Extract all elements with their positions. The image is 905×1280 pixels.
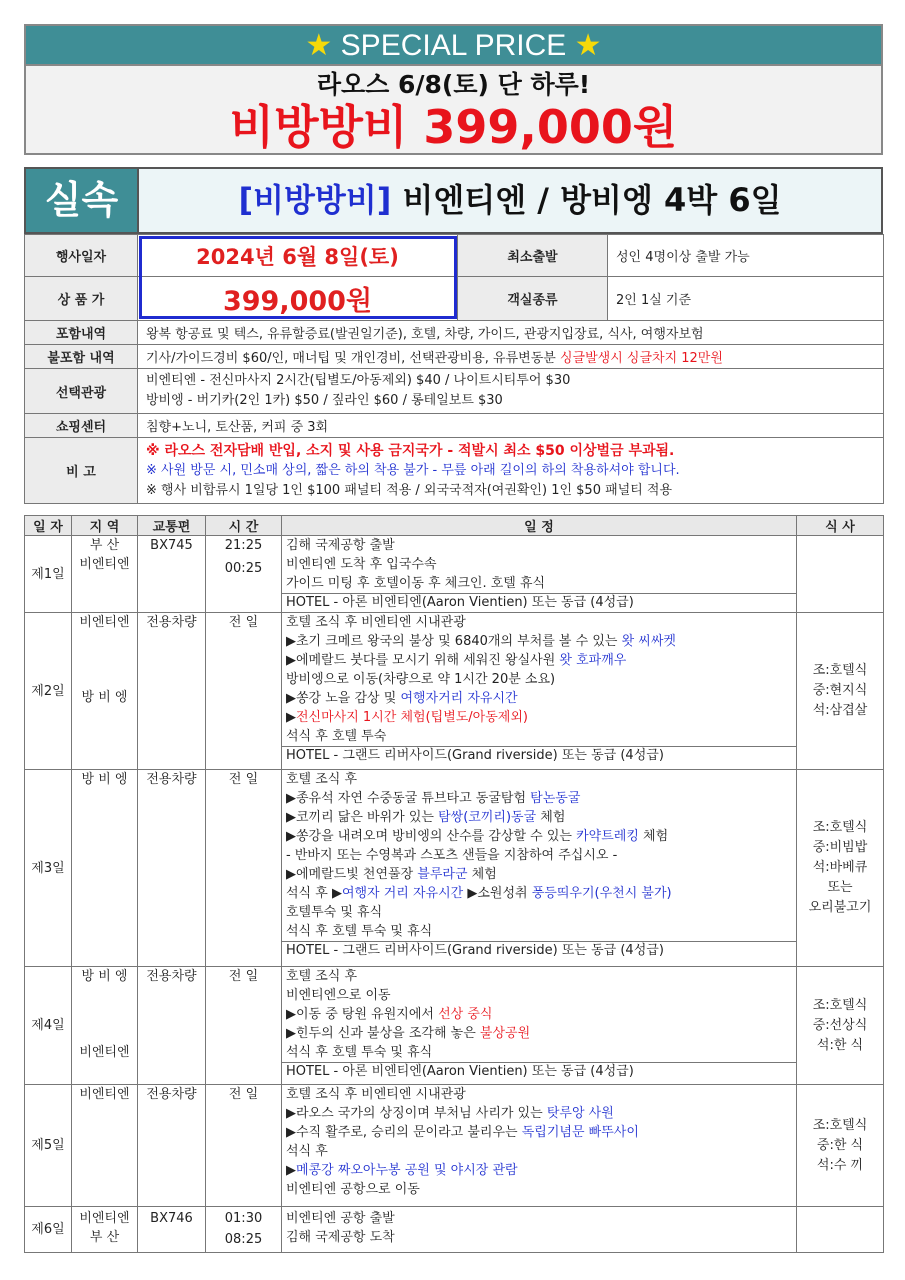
schedule-text: 석식 후 ▶ <box>286 886 342 901</box>
region-from: 부 산 <box>89 538 120 553</box>
notes-label: 비 고 <box>25 438 138 504</box>
meal-cell <box>797 536 884 613</box>
schedule-text: ▶쏭강을 내려오며 방비엥의 산수를 감상할 수 있는 <box>286 829 577 844</box>
optional-tour-label: 선택관광 <box>25 369 138 414</box>
min-depart-label: 최소출발 <box>458 235 608 277</box>
highlight-spot: 왓 씨싸켓 <box>621 634 676 649</box>
schedule-line <box>286 884 792 903</box>
schedule-cell <box>282 770 797 967</box>
highlight-spot: 선상 중식 <box>438 1007 493 1022</box>
schedule-line <box>286 1161 792 1180</box>
shopping-value: 침향+노니, 토산품, 커피 중 3회 <box>138 414 884 438</box>
day-label: 제3일 <box>25 770 72 967</box>
optional-tour-value <box>138 369 884 414</box>
hotel-line: HOTEL - 아론 비엔티엔(Aaron Vientien) 또는 동급 (4성급) <box>282 593 796 611</box>
schedule-line <box>286 651 792 670</box>
schedule-line <box>286 1005 792 1024</box>
itinerary-row-day6 <box>25 1207 884 1253</box>
schedule-line <box>286 808 792 827</box>
region-cell <box>72 1207 138 1253</box>
col-schedule: 일 정 <box>282 516 797 536</box>
schedule-line <box>286 1123 792 1142</box>
schedule-cell <box>282 613 797 770</box>
product-title-row <box>24 167 883 234</box>
highlight-spot: 여행자거리 자유시간 <box>400 691 518 706</box>
meal-breakfast: 조:호텔식 <box>812 820 868 835</box>
schedule-line: 호텔 조식 후 <box>286 772 358 787</box>
itinerary-table <box>24 515 884 1253</box>
schedule-text: ▶ <box>286 1163 296 1178</box>
transport-cell: BX745 <box>138 536 206 613</box>
meal-breakfast: 조:호텔식 <box>812 997 868 1013</box>
schedule-line: 호텔 조식 후 비엔티엔 시내관광 <box>286 1087 466 1102</box>
region-cell <box>72 613 138 770</box>
day-label: 제2일 <box>25 613 72 770</box>
schedule-text: 체험 <box>536 810 566 825</box>
schedule-line: 비엔티엔 도착 후 입국수속 <box>286 557 437 572</box>
arrive-time: 00:25 <box>224 561 263 576</box>
schedule-text: ▶수직 활주로, 승리의 문이라고 불리우는 <box>286 1125 522 1140</box>
date-value: 2024년 6월 8일(토) <box>138 235 458 277</box>
arrive-time: 08:25 <box>224 1232 263 1247</box>
itinerary-header-row <box>25 516 884 536</box>
schedule-line: 방비엥으로 이동(차량으로 약 1시간 20분 소요) <box>286 672 556 687</box>
itinerary-row-day3 <box>25 770 884 967</box>
schedule-line <box>286 708 792 727</box>
schedule-cell <box>282 1207 797 1253</box>
meal-lunch: 중:현지식 <box>812 683 868 698</box>
itinerary-row-day5 <box>25 1085 884 1207</box>
highlight-spot: 전신마사지 1시간 체험(팁별도/아동제외) <box>296 710 528 725</box>
product-title <box>139 169 881 232</box>
schedule-text: ▶코끼리 닮은 바위가 있는 <box>286 810 439 825</box>
schedule-text: ▶초기 크메르 왕국의 불상 및 6840개의 부처를 볼 수 있는 <box>286 634 622 649</box>
shopping-label: 쇼핑센터 <box>25 414 138 438</box>
region-to: 부 산 <box>89 1230 120 1245</box>
day-label: 제6일 <box>25 1207 72 1253</box>
highlight-spot: 탐논동굴 <box>530 791 581 806</box>
region-to: 방 비 엥 <box>81 690 128 705</box>
col-time: 시 간 <box>206 516 282 536</box>
day-label: 제5일 <box>25 1085 72 1207</box>
hotel-line: HOTEL - 아론 비엔티엔(Aaron Vientien) 또는 동급 (4성급) <box>282 1062 796 1080</box>
schedule-line <box>286 865 792 884</box>
depart-time: 21:25 <box>224 538 263 553</box>
meal-cell <box>797 1207 884 1253</box>
meal-breakfast: 조:호텔식 <box>812 1117 868 1133</box>
schedule-text: 체험 <box>467 867 497 882</box>
schedule-text: ▶에메랄드 붓다를 모시기 위해 세워진 왕실사원 <box>286 653 560 668</box>
schedule-line: 석식 후 호텔 투숙 및 휴식 <box>286 1045 433 1060</box>
highlight-spot: 왓 호파깨우 <box>559 653 627 668</box>
single-charge-note: 싱글발생시 싱글차지 12만원 <box>559 351 723 366</box>
col-region: 지 역 <box>72 516 138 536</box>
schedule-text: ▶쏭강 노을 감상 및 <box>286 691 401 706</box>
region-cell <box>72 967 138 1085</box>
hotel-line: HOTEL - 그랜드 리버사이드(Grand riverside) 또는 동급 (4성급) <box>282 941 796 959</box>
col-transport: 교통편 <box>138 516 206 536</box>
schedule-line: 석식 후 호텔 투숙 및 휴식 <box>286 924 433 939</box>
banner-date-line: 라오스 6/8(토) 단 하루! <box>316 70 591 99</box>
schedule-text: ▶ <box>286 710 296 725</box>
highlight-spot: 풍등띄우기(우천시 불가) <box>531 886 672 901</box>
time-cell <box>206 536 282 613</box>
region-to: 비엔티엔 <box>79 1045 130 1060</box>
region-from: 비엔티엔 <box>79 1211 130 1226</box>
schedule-line <box>286 689 792 708</box>
day-label: 제4일 <box>25 967 72 1085</box>
excluded-text: 기사/가이드경비 $60/인, 매너팁 및 개인경비, 선택관광비용, 유류변동분 <box>146 351 560 366</box>
schedule-text: ▶소원성취 <box>463 886 532 901</box>
highlight-spot: 여행자 거리 자유시간 <box>341 886 464 901</box>
itinerary-row-day4 <box>25 967 884 1085</box>
region-cell: 비엔티엔 <box>72 1085 138 1207</box>
transport-cell: 전용차량 <box>138 967 206 1085</box>
itinerary-row-day1 <box>25 536 884 613</box>
time-cell: 전 일 <box>206 613 282 770</box>
schedule-line: 비엔티엔 공항 출발 <box>286 1211 395 1226</box>
special-price-banner <box>24 24 883 155</box>
note-penalty: ※ 행사 비합류시 1일당 1인 $100 패널티 적용 / 외국국적자(여권확인) 1인 $50 패널티 적용 <box>146 482 673 498</box>
schedule-cell <box>282 1085 797 1207</box>
meal-cell <box>797 967 884 1085</box>
schedule-text: ▶에메랄드빛 천연풀장 <box>286 867 418 882</box>
product-tag: [비방방비] <box>238 181 392 219</box>
schedule-line <box>286 1104 792 1123</box>
schedule-line: 석식 후 호텔 투숙 <box>286 729 387 744</box>
schedule-line: - 반바지 또는 수영복과 스포츠 샌들을 지참하여 주십시오 - <box>286 848 618 863</box>
included-label: 포함내역 <box>25 321 138 345</box>
note-dress-code: ※ 사원 방문 시, 민소매 상의, 짧은 하의 착용 불가 - 무릎 아래 길이의 하의 착용하셔야 합니다. <box>146 462 680 478</box>
included-value: 왕복 항공료 및 텍스, 유류할증료(발권일기준), 호텔, 차량, 가이드, 관광지입장료, 식사, 여행자보험 <box>138 321 884 345</box>
meal-dinner: 석:한 식 <box>816 1037 864 1053</box>
meal-lunch: 중:선상식 <box>812 1017 868 1033</box>
itinerary-row-day2 <box>25 613 884 770</box>
min-depart-value: 성인 4명이상 출발 가능 <box>608 235 884 277</box>
region-cell <box>72 536 138 613</box>
schedule-text: ▶힌두의 신과 불상을 조각해 놓은 <box>286 1026 480 1041</box>
time-cell: 전 일 <box>206 770 282 967</box>
date-label: 행사일자 <box>25 235 138 277</box>
meal-dinner: 석:바베큐 <box>812 860 868 875</box>
transport-cell: BX746 <box>138 1207 206 1253</box>
col-day: 일 자 <box>25 516 72 536</box>
schedule-text: ▶종유석 자연 수중동굴 튜브타고 동굴탐험 <box>286 791 531 806</box>
highlight-spot: 메콩강 짜오아누봉 공원 및 야시장 관람 <box>296 1163 518 1178</box>
highlight-spot: 불상공원 <box>479 1026 531 1041</box>
meal-breakfast: 조:호텔식 <box>812 663 868 678</box>
transport-cell: 전용차량 <box>138 1085 206 1207</box>
meal-lunch: 중:비빔밥 <box>812 840 868 855</box>
schedule-line: 호텔 조식 후 <box>286 969 358 984</box>
product-badge: 실속 <box>26 169 139 232</box>
star-icon: ★ <box>574 29 602 62</box>
meal-cell <box>797 1085 884 1207</box>
schedule-line: 석식 후 <box>286 1144 328 1159</box>
hotel-line: HOTEL - 그랜드 리버사이드(Grand riverside) 또는 동급 (4성급) <box>282 746 796 764</box>
meal-dinner-alt-sep: 또는 <box>827 880 853 895</box>
schedule-cell <box>282 967 797 1085</box>
product-name: 비엔티엔 / 방비엥 4박 6일 <box>402 181 782 219</box>
time-cell <box>206 1207 282 1253</box>
transport-cell: 전용차량 <box>138 770 206 967</box>
transport-cell: 전용차량 <box>138 613 206 770</box>
region-cell: 방 비 엥 <box>72 770 138 967</box>
banner-title: SPECIAL PRICE <box>340 29 567 62</box>
meal-cell <box>797 770 884 967</box>
room-label: 객실종류 <box>458 277 608 321</box>
schedule-text: ▶라오스 국가의 상징이며 부처님 사리가 있는 <box>286 1106 547 1121</box>
depart-time: 01:30 <box>224 1211 263 1226</box>
price-label: 상 품 가 <box>25 277 138 321</box>
highlight-spot: 블루라군 <box>417 867 468 882</box>
meal-lunch: 중:한 식 <box>816 1137 864 1153</box>
schedule-line <box>286 1024 792 1043</box>
schedule-cell <box>282 536 797 613</box>
time-cell: 전 일 <box>206 967 282 1085</box>
room-value: 2인 1실 기준 <box>608 277 884 321</box>
info-table <box>24 234 884 504</box>
notes-value <box>138 438 884 504</box>
banner-price-line: 비방방비 399,000원 <box>229 100 678 154</box>
highlight-spot: 탓루앙 사원 <box>546 1106 614 1121</box>
schedule-line <box>286 789 792 808</box>
excluded-value <box>138 345 884 369</box>
schedule-line: 호텔 조식 후 비엔티엔 시내관광 <box>286 615 466 630</box>
schedule-text: ▶이동 중 탕원 유원지에서 <box>286 1007 439 1022</box>
meal-dinner: 석:삼겹살 <box>812 703 868 718</box>
schedule-line <box>286 632 792 651</box>
highlight-spot: 독립기념문 빠뚜사이 <box>521 1125 639 1140</box>
col-meals: 식 사 <box>797 516 884 536</box>
time-cell: 전 일 <box>206 1085 282 1207</box>
note-ecigarette: ※ 라오스 전자담배 반입, 소지 및 사용 금지국가 - 적발시 최소 $50 이상벌금 부과됨. <box>146 442 675 459</box>
banner-header <box>26 26 881 66</box>
region-from: 방 비 엥 <box>81 969 128 984</box>
day-label: 제1일 <box>25 536 72 613</box>
price-value: 399,000원 <box>138 277 458 321</box>
highlight-spot: 탐쌍(코끼리)동굴 <box>438 810 537 825</box>
schedule-line <box>286 827 792 846</box>
star-icon: ★ <box>305 29 333 62</box>
schedule-line: 호텔투숙 및 휴식 <box>286 905 383 920</box>
optional-tour-vientiane: 비엔티엔 - 전신마사지 2시간(팁별도/아동제외) $40 / 나이트시티투어 $30 <box>146 373 571 388</box>
schedule-line: 가이드 미팅 후 호텔이동 후 체크인. 호텔 휴식 <box>286 576 546 591</box>
schedule-line: 김해 국제공항 출발 <box>286 538 395 553</box>
region-from: 비엔티엔 <box>79 615 130 630</box>
schedule-line: 비엔티엔으로 이동 <box>286 988 391 1003</box>
meal-cell <box>797 613 884 770</box>
region-to: 비엔티엔 <box>79 557 130 572</box>
excluded-label: 불포함 내역 <box>25 345 138 369</box>
meal-dinner: 석:수 끼 <box>816 1157 864 1173</box>
meal-dinner-alt: 오리불고기 <box>808 900 872 915</box>
schedule-line: 비엔티엔 공항으로 이동 <box>286 1182 420 1197</box>
schedule-line: 김해 국제공항 도착 <box>286 1230 395 1245</box>
schedule-text: 체험 <box>638 829 669 844</box>
optional-tour-vangvieng: 방비엥 - 버기카(2인 1카) $50 / 짚라인 $60 / 롱테일보트 $30 <box>146 393 503 408</box>
highlight-spot: 카약트레킹 <box>576 829 639 844</box>
